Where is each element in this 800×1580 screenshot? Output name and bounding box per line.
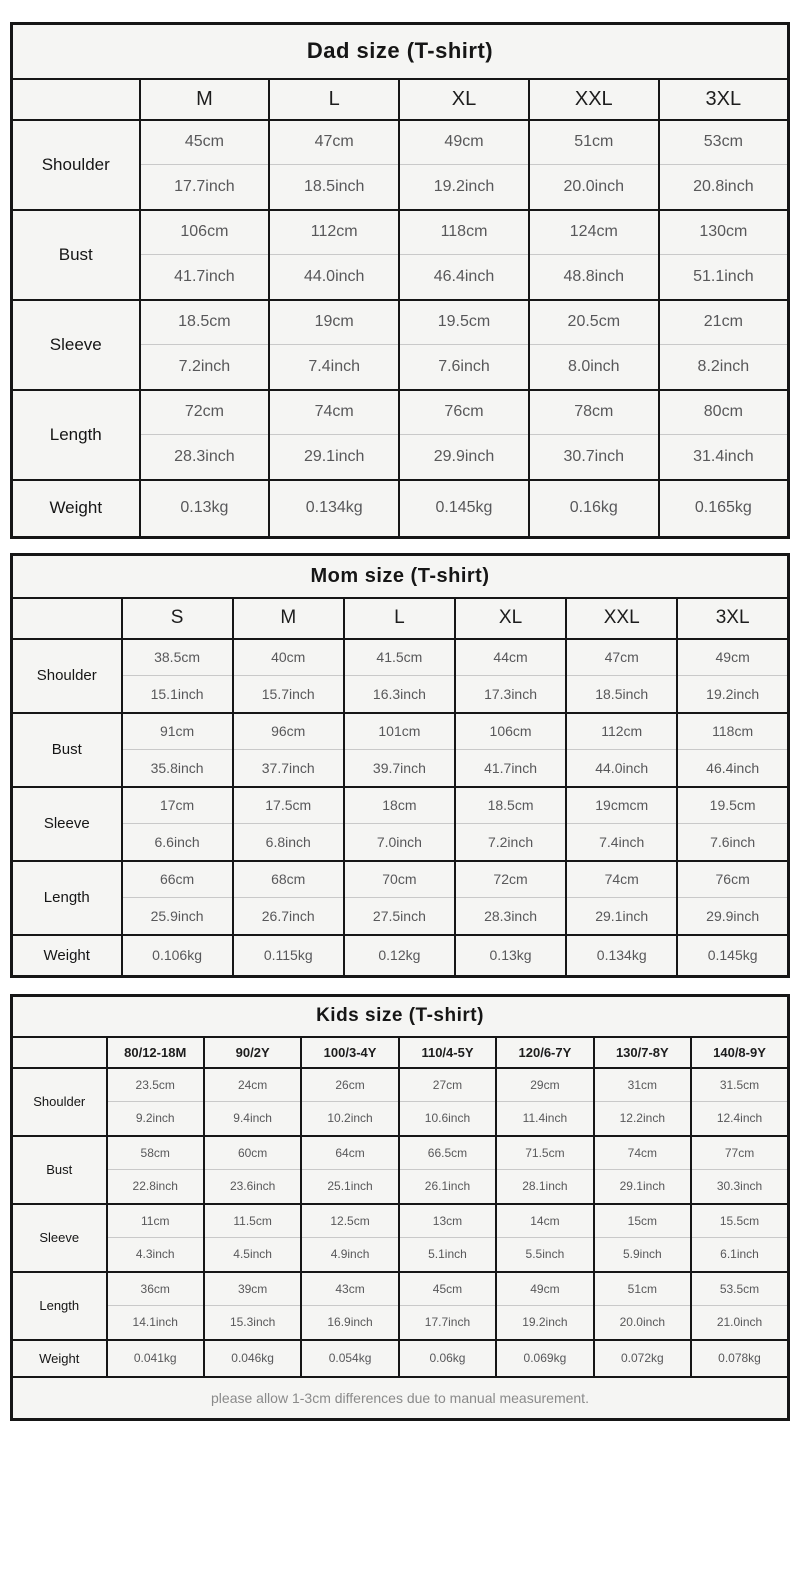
row-label: Shoulder bbox=[12, 1068, 107, 1136]
value-cell-cm: 49cm bbox=[496, 1272, 593, 1306]
value-cell: 0.13kg bbox=[455, 935, 566, 977]
value-cell-cm: 106cm bbox=[455, 713, 566, 750]
row-label: Weight bbox=[12, 1340, 107, 1377]
row-label: Bust bbox=[12, 713, 122, 787]
value-cell-inch: 44.0inch bbox=[269, 255, 399, 300]
value-cell-inch: 17.7inch bbox=[140, 165, 270, 210]
value-cell-inch: 7.4inch bbox=[566, 824, 677, 861]
value-cell-inch: 46.4inch bbox=[677, 750, 788, 787]
row-label: Length bbox=[12, 1272, 107, 1340]
value-cell-cm: 118cm bbox=[677, 713, 788, 750]
value-cell: 0.16kg bbox=[529, 480, 659, 538]
value-cell-cm: 47cm bbox=[269, 120, 399, 165]
value-cell-cm: 40cm bbox=[233, 639, 344, 676]
value-cell-inch: 7.2inch bbox=[455, 824, 566, 861]
table-title: Dad size (T-shirt) bbox=[12, 24, 789, 79]
value-cell-cm: 18.5cm bbox=[455, 787, 566, 824]
value-cell-inch: 23.6inch bbox=[204, 1170, 301, 1204]
value-cell-inch: 11.4inch bbox=[496, 1102, 593, 1136]
column-header: 80/12-18M bbox=[107, 1037, 204, 1068]
mom-size-table bbox=[10, 553, 790, 978]
metric-cm-row bbox=[12, 639, 789, 676]
corner-cell bbox=[12, 1037, 107, 1068]
metric-inch-row bbox=[12, 750, 789, 787]
value-cell-cm: 14cm bbox=[496, 1204, 593, 1238]
value-cell-cm: 74cm bbox=[566, 861, 677, 898]
metric-inch-row bbox=[12, 676, 789, 713]
value-cell-inch: 51.1inch bbox=[659, 255, 789, 300]
metric-cm-row bbox=[12, 713, 789, 750]
value-cell-inch: 12.2inch bbox=[594, 1102, 691, 1136]
value-cell-inch: 10.6inch bbox=[399, 1102, 496, 1136]
value-cell-inch: 26.7inch bbox=[233, 898, 344, 935]
value-cell-cm: 112cm bbox=[566, 713, 677, 750]
value-cell-cm: 64cm bbox=[301, 1136, 398, 1170]
metric-inch-row bbox=[12, 1102, 789, 1136]
value-cell-cm: 24cm bbox=[204, 1068, 301, 1102]
value-cell-cm: 38.5cm bbox=[122, 639, 233, 676]
column-header: XXL bbox=[566, 598, 677, 639]
value-cell-inch: 15.3inch bbox=[204, 1306, 301, 1340]
value-cell-inch: 20.0inch bbox=[529, 165, 659, 210]
value-cell-inch: 25.1inch bbox=[301, 1170, 398, 1204]
value-cell-cm: 101cm bbox=[344, 713, 455, 750]
value-cell-cm: 20.5cm bbox=[529, 300, 659, 345]
kids-size-table bbox=[10, 994, 790, 1421]
value-cell-cm: 36cm bbox=[107, 1272, 204, 1306]
value-cell-inch: 15.1inch bbox=[122, 676, 233, 713]
row-label: Shoulder bbox=[12, 120, 140, 210]
row-label: Sleeve bbox=[12, 787, 122, 861]
table-title-row bbox=[12, 555, 789, 598]
value-cell-inch: 37.7inch bbox=[233, 750, 344, 787]
value-cell-inch: 5.5inch bbox=[496, 1238, 593, 1272]
column-header-row bbox=[12, 598, 789, 639]
value-cell-inch: 14.1inch bbox=[107, 1306, 204, 1340]
value-cell-inch: 41.7inch bbox=[140, 255, 270, 300]
row-label: Weight bbox=[12, 935, 122, 977]
value-cell-cm: 76cm bbox=[399, 390, 529, 435]
value-cell-cm: 12.5cm bbox=[301, 1204, 398, 1238]
value-cell-inch: 29.9inch bbox=[399, 435, 529, 480]
value-cell-inch: 28.3inch bbox=[455, 898, 566, 935]
value-cell-inch: 5.1inch bbox=[399, 1238, 496, 1272]
metric-cm-row bbox=[12, 787, 789, 824]
value-cell-inch: 18.5inch bbox=[269, 165, 399, 210]
dad-size-table bbox=[10, 22, 790, 539]
metric-inch-row bbox=[12, 1238, 789, 1272]
value-cell-cm: 70cm bbox=[344, 861, 455, 898]
column-header: 110/4-5Y bbox=[399, 1037, 496, 1068]
metric-cm-row bbox=[12, 210, 789, 255]
column-header-row bbox=[12, 79, 789, 120]
metric-inch-row bbox=[12, 1306, 789, 1340]
value-cell: 0.12kg bbox=[344, 935, 455, 977]
table-title-row bbox=[12, 996, 789, 1037]
value-cell-cm: 60cm bbox=[204, 1136, 301, 1170]
corner-cell bbox=[12, 598, 122, 639]
value-cell: 0.069kg bbox=[496, 1340, 593, 1377]
value-cell-inch: 41.7inch bbox=[455, 750, 566, 787]
value-cell-cm: 45cm bbox=[140, 120, 270, 165]
dad-size-chart bbox=[10, 22, 790, 539]
value-cell-inch: 19.2inch bbox=[399, 165, 529, 210]
value-cell-inch: 21.0inch bbox=[691, 1306, 788, 1340]
value-cell-inch: 7.2inch bbox=[140, 345, 270, 390]
value-cell-cm: 11.5cm bbox=[204, 1204, 301, 1238]
value-cell-cm: 77cm bbox=[691, 1136, 788, 1170]
value-cell-inch: 46.4inch bbox=[399, 255, 529, 300]
value-cell-cm: 53.5cm bbox=[691, 1272, 788, 1306]
value-cell-cm: 47cm bbox=[566, 639, 677, 676]
metric-cm-row bbox=[12, 861, 789, 898]
value-cell-inch: 29.1inch bbox=[594, 1170, 691, 1204]
value-cell-cm: 78cm bbox=[529, 390, 659, 435]
corner-cell bbox=[12, 79, 140, 120]
value-cell-cm: 15cm bbox=[594, 1204, 691, 1238]
metric-single-row bbox=[12, 480, 789, 538]
footer-note-row bbox=[12, 1377, 789, 1420]
value-cell-cm: 66.5cm bbox=[399, 1136, 496, 1170]
value-cell-cm: 91cm bbox=[122, 713, 233, 750]
column-header: 90/2Y bbox=[204, 1037, 301, 1068]
value-cell-cm: 118cm bbox=[399, 210, 529, 255]
value-cell-inch: 12.4inch bbox=[691, 1102, 788, 1136]
table-title-row bbox=[12, 24, 789, 79]
value-cell-cm: 13cm bbox=[399, 1204, 496, 1238]
value-cell-inch: 20.8inch bbox=[659, 165, 789, 210]
value-cell-cm: 15.5cm bbox=[691, 1204, 788, 1238]
value-cell-cm: 71.5cm bbox=[496, 1136, 593, 1170]
row-label: Shoulder bbox=[12, 639, 122, 713]
metric-cm-row bbox=[12, 1272, 789, 1306]
value-cell-cm: 19cm bbox=[269, 300, 399, 345]
value-cell-inch: 19.2inch bbox=[677, 676, 788, 713]
value-cell-cm: 18cm bbox=[344, 787, 455, 824]
value-cell-inch: 44.0inch bbox=[566, 750, 677, 787]
value-cell-inch: 17.7inch bbox=[399, 1306, 496, 1340]
column-header: L bbox=[344, 598, 455, 639]
table-title: Mom size (T-shirt) bbox=[12, 555, 789, 598]
value-cell-cm: 76cm bbox=[677, 861, 788, 898]
value-cell: 0.072kg bbox=[594, 1340, 691, 1377]
value-cell-inch: 30.3inch bbox=[691, 1170, 788, 1204]
value-cell-cm: 66cm bbox=[122, 861, 233, 898]
column-header: 3XL bbox=[677, 598, 788, 639]
value-cell-cm: 17cm bbox=[122, 787, 233, 824]
value-cell-cm: 11cm bbox=[107, 1204, 204, 1238]
metric-cm-row bbox=[12, 120, 789, 165]
value-cell-cm: 124cm bbox=[529, 210, 659, 255]
value-cell-cm: 74cm bbox=[269, 390, 399, 435]
value-cell-cm: 19.5cm bbox=[677, 787, 788, 824]
value-cell-inch: 28.3inch bbox=[140, 435, 270, 480]
table-title: Kids size (T-shirt) bbox=[12, 996, 789, 1037]
metric-cm-row bbox=[12, 300, 789, 345]
value-cell-cm: 58cm bbox=[107, 1136, 204, 1170]
value-cell-cm: 51cm bbox=[594, 1272, 691, 1306]
value-cell-inch: 9.4inch bbox=[204, 1102, 301, 1136]
footer-note: please allow 1-3cm differences due to manual measurement. bbox=[12, 1377, 789, 1420]
column-header: M bbox=[140, 79, 270, 120]
row-label: Bust bbox=[12, 1136, 107, 1204]
value-cell-inch: 20.0inch bbox=[594, 1306, 691, 1340]
value-cell-cm: 27cm bbox=[399, 1068, 496, 1102]
value-cell-cm: 53cm bbox=[659, 120, 789, 165]
value-cell-inch: 29.1inch bbox=[269, 435, 399, 480]
row-label: Length bbox=[12, 861, 122, 935]
row-label: Weight bbox=[12, 480, 140, 538]
value-cell-cm: 19cmcm bbox=[566, 787, 677, 824]
metric-inch-row bbox=[12, 824, 789, 861]
value-cell-cm: 21cm bbox=[659, 300, 789, 345]
column-header: XL bbox=[399, 79, 529, 120]
value-cell-cm: 74cm bbox=[594, 1136, 691, 1170]
value-cell: 0.041kg bbox=[107, 1340, 204, 1377]
value-cell-cm: 17.5cm bbox=[233, 787, 344, 824]
row-label: Length bbox=[12, 390, 140, 480]
value-cell-cm: 72cm bbox=[140, 390, 270, 435]
value-cell-cm: 68cm bbox=[233, 861, 344, 898]
value-cell-cm: 41.5cm bbox=[344, 639, 455, 676]
value-cell-inch: 8.2inch bbox=[659, 345, 789, 390]
value-cell-cm: 23.5cm bbox=[107, 1068, 204, 1102]
value-cell: 0.145kg bbox=[677, 935, 788, 977]
value-cell-cm: 49cm bbox=[677, 639, 788, 676]
value-cell-inch: 19.2inch bbox=[496, 1306, 593, 1340]
row-label: Bust bbox=[12, 210, 140, 300]
column-header: 3XL bbox=[659, 79, 789, 120]
value-cell-inch: 16.9inch bbox=[301, 1306, 398, 1340]
value-cell-cm: 19.5cm bbox=[399, 300, 529, 345]
column-header: XL bbox=[455, 598, 566, 639]
value-cell-inch: 35.8inch bbox=[122, 750, 233, 787]
value-cell-inch: 6.6inch bbox=[122, 824, 233, 861]
value-cell: 0.046kg bbox=[204, 1340, 301, 1377]
value-cell-inch: 27.5inch bbox=[344, 898, 455, 935]
value-cell: 0.06kg bbox=[399, 1340, 496, 1377]
metric-cm-row bbox=[12, 1068, 789, 1102]
value-cell-inch: 6.8inch bbox=[233, 824, 344, 861]
value-cell-inch: 4.9inch bbox=[301, 1238, 398, 1272]
metric-inch-row bbox=[12, 1170, 789, 1204]
metric-cm-row bbox=[12, 1136, 789, 1170]
value-cell-cm: 96cm bbox=[233, 713, 344, 750]
value-cell: 0.13kg bbox=[140, 480, 270, 538]
column-header: 100/3-4Y bbox=[301, 1037, 398, 1068]
value-cell-cm: 18.5cm bbox=[140, 300, 270, 345]
value-cell: 0.134kg bbox=[269, 480, 399, 538]
value-cell-inch: 29.9inch bbox=[677, 898, 788, 935]
metric-cm-row bbox=[12, 1204, 789, 1238]
value-cell-inch: 4.3inch bbox=[107, 1238, 204, 1272]
column-header: M bbox=[233, 598, 344, 639]
value-cell: 0.115kg bbox=[233, 935, 344, 977]
value-cell-inch: 7.6inch bbox=[677, 824, 788, 861]
metric-single-row bbox=[12, 1340, 789, 1377]
value-cell-inch: 8.0inch bbox=[529, 345, 659, 390]
value-cell-inch: 22.8inch bbox=[107, 1170, 204, 1204]
mom-size-chart bbox=[10, 553, 790, 978]
value-cell-cm: 130cm bbox=[659, 210, 789, 255]
value-cell: 0.165kg bbox=[659, 480, 789, 538]
value-cell-inch: 7.6inch bbox=[399, 345, 529, 390]
value-cell-inch: 31.4inch bbox=[659, 435, 789, 480]
value-cell-inch: 7.4inch bbox=[269, 345, 399, 390]
value-cell-inch: 39.7inch bbox=[344, 750, 455, 787]
value-cell-inch: 16.3inch bbox=[344, 676, 455, 713]
value-cell-cm: 43cm bbox=[301, 1272, 398, 1306]
row-label: Sleeve bbox=[12, 300, 140, 390]
value-cell-inch: 4.5inch bbox=[204, 1238, 301, 1272]
value-cell-inch: 17.3inch bbox=[455, 676, 566, 713]
value-cell-inch: 9.2inch bbox=[107, 1102, 204, 1136]
value-cell-inch: 30.7inch bbox=[529, 435, 659, 480]
value-cell-cm: 39cm bbox=[204, 1272, 301, 1306]
column-header: 140/8-9Y bbox=[691, 1037, 788, 1068]
value-cell-cm: 112cm bbox=[269, 210, 399, 255]
value-cell-cm: 31.5cm bbox=[691, 1068, 788, 1102]
value-cell: 0.054kg bbox=[301, 1340, 398, 1377]
value-cell-inch: 29.1inch bbox=[566, 898, 677, 935]
value-cell-inch: 15.7inch bbox=[233, 676, 344, 713]
value-cell-cm: 31cm bbox=[594, 1068, 691, 1102]
value-cell-cm: 106cm bbox=[140, 210, 270, 255]
metric-single-row bbox=[12, 935, 789, 977]
value-cell: 0.134kg bbox=[566, 935, 677, 977]
column-header: XXL bbox=[529, 79, 659, 120]
value-cell-inch: 5.9inch bbox=[594, 1238, 691, 1272]
value-cell-cm: 51cm bbox=[529, 120, 659, 165]
value-cell-inch: 26.1inch bbox=[399, 1170, 496, 1204]
column-header: 130/7-8Y bbox=[594, 1037, 691, 1068]
value-cell-inch: 6.1inch bbox=[691, 1238, 788, 1272]
metric-inch-row bbox=[12, 898, 789, 935]
value-cell: 0.145kg bbox=[399, 480, 529, 538]
column-header: L bbox=[269, 79, 399, 120]
value-cell-cm: 45cm bbox=[399, 1272, 496, 1306]
value-cell-inch: 25.9inch bbox=[122, 898, 233, 935]
column-header: S bbox=[122, 598, 233, 639]
value-cell-cm: 44cm bbox=[455, 639, 566, 676]
value-cell-cm: 29cm bbox=[496, 1068, 593, 1102]
column-header: 120/6-7Y bbox=[496, 1037, 593, 1068]
value-cell-cm: 26cm bbox=[301, 1068, 398, 1102]
value-cell: 0.106kg bbox=[122, 935, 233, 977]
value-cell-inch: 28.1inch bbox=[496, 1170, 593, 1204]
value-cell-inch: 48.8inch bbox=[529, 255, 659, 300]
value-cell-cm: 72cm bbox=[455, 861, 566, 898]
value-cell-cm: 49cm bbox=[399, 120, 529, 165]
value-cell-inch: 10.2inch bbox=[301, 1102, 398, 1136]
column-header-row bbox=[12, 1037, 789, 1068]
kids-size-chart bbox=[10, 994, 790, 1421]
value-cell-cm: 80cm bbox=[659, 390, 789, 435]
metric-cm-row bbox=[12, 390, 789, 435]
value-cell-inch: 7.0inch bbox=[344, 824, 455, 861]
row-label: Sleeve bbox=[12, 1204, 107, 1272]
value-cell: 0.078kg bbox=[691, 1340, 788, 1377]
value-cell-inch: 18.5inch bbox=[566, 676, 677, 713]
